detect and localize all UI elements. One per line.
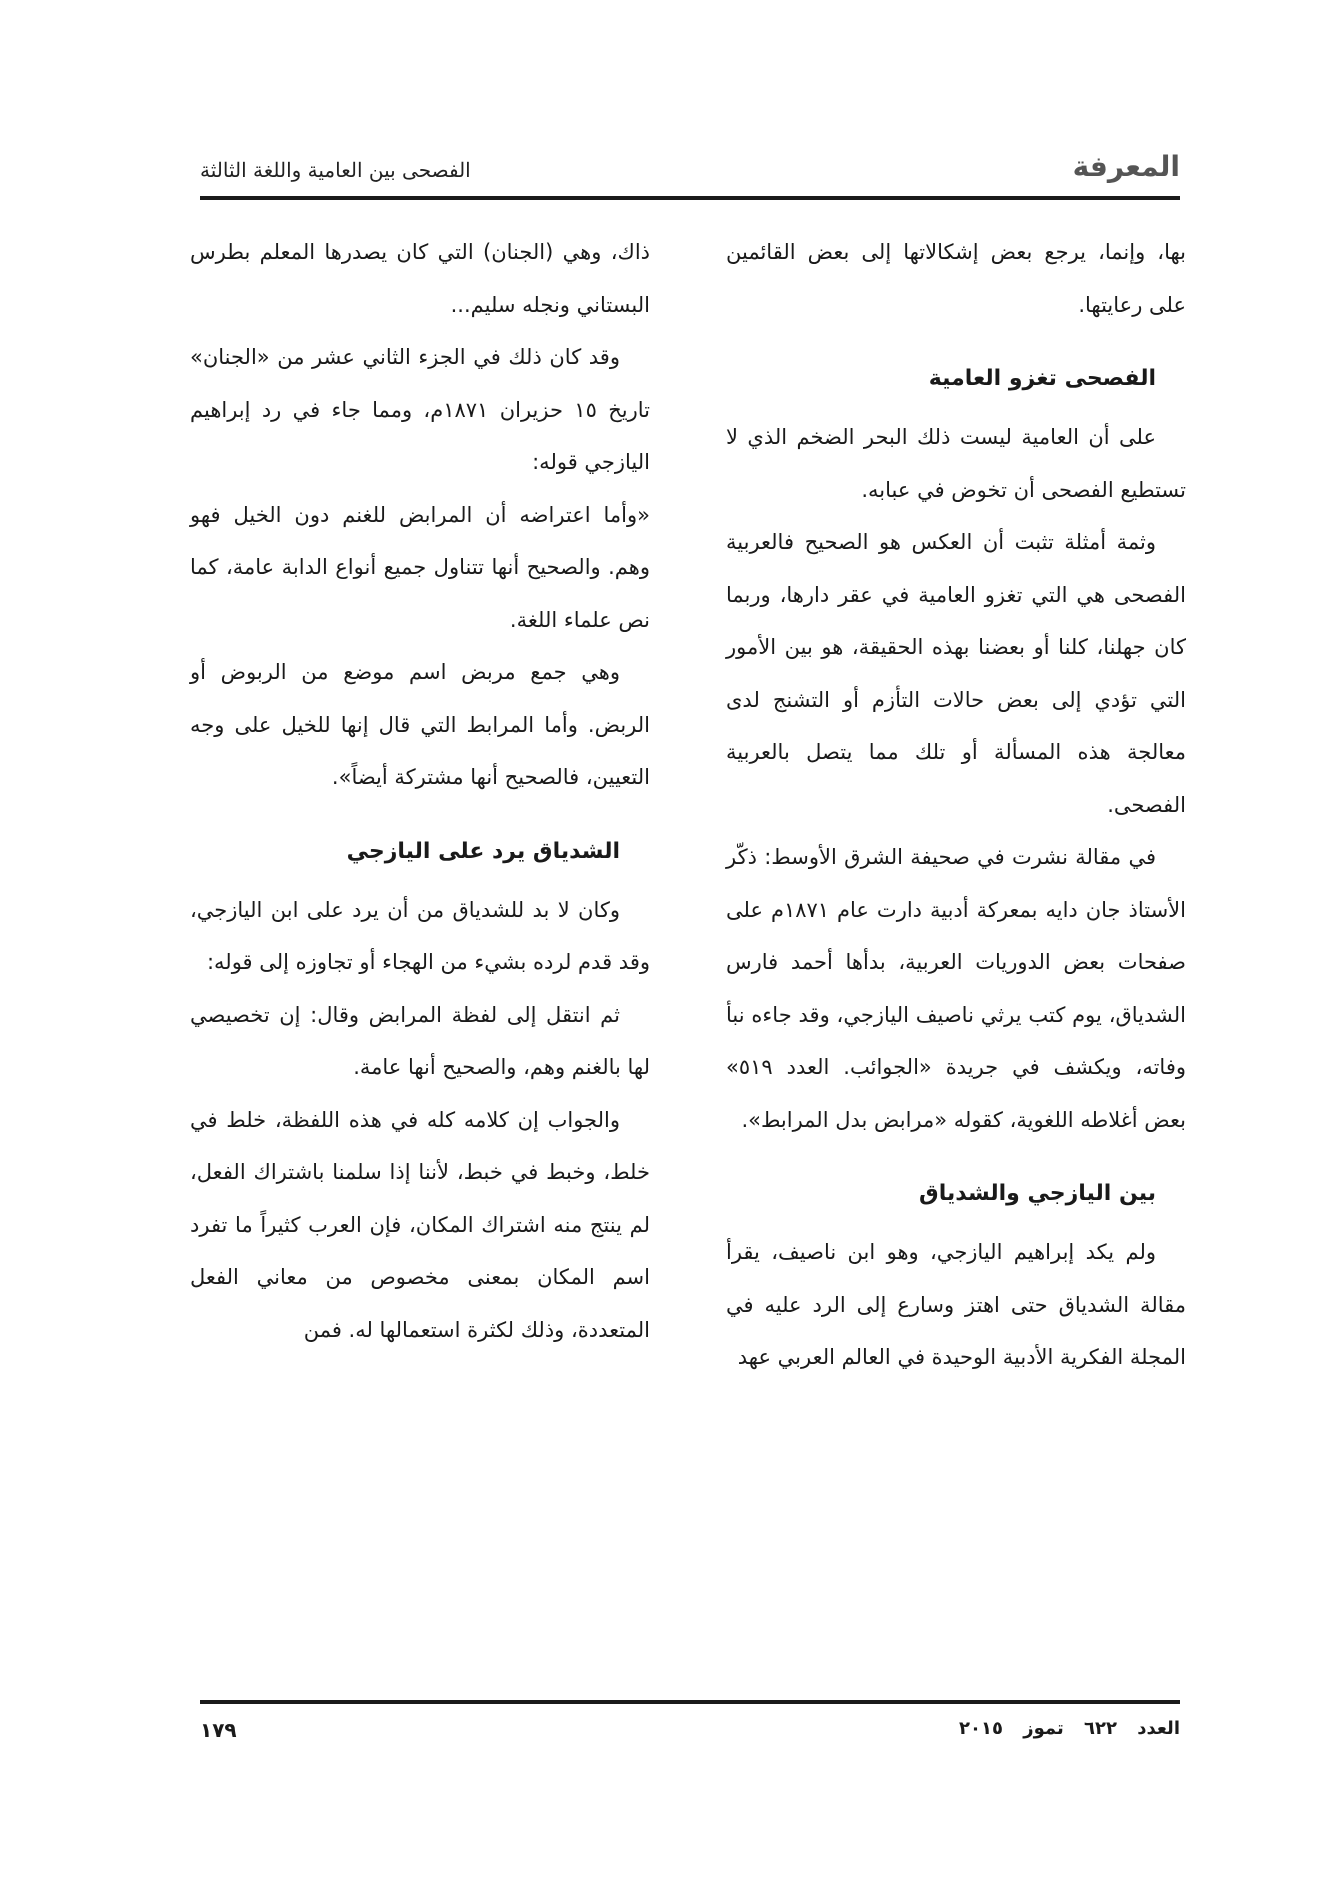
paragraph: ذاك، وهي (الجنان) التي كان يصدرها المعلم بطرس البستاني ونجله سليم...: [190, 240, 650, 317]
paragraph: ثم انتقل إلى لفظة المرابض وقال: إن تخصيصي لها بالغنم وهم، والصحيح أنها عامة.: [190, 1002, 650, 1079]
quote-paragraph: «وأما اعتراضه أن المرابض للغنم دون الخيل فهو وهم. والصحيح أنها تتناول جميع أنواع الدابة عامة، كما نص علماء اللغة.: [190, 502, 650, 632]
section-heading: الشدياق يرد على اليازجي: [346, 838, 620, 864]
section-heading: الفصحى تغزو العامية: [928, 366, 1156, 391]
page-number: ١٧٩: [200, 1718, 237, 1742]
paragraph: على أن العامية ليست ذلك البحر الضخم الذي لا تستطيع الفصحى أن تخوض في عبابه.: [726, 425, 1186, 502]
paragraph: وكان لا بد للشدياق من أن يرد على ابن اليازجي، وقد قدم لرده بشيء من الهجاء أو تجاوزه إلى قوله:: [190, 897, 650, 974]
quote-paragraph: وهي جمع مربض اسم موضع من الربوض أو الربض. وأما المرابط التي قال إنها للخيل على وجه التعيين، فالصحيح أنها مشتركة أيضاً».: [190, 660, 650, 789]
issue-label: العدد: [1137, 1718, 1180, 1739]
header-rule: [200, 196, 1180, 200]
paragraph: والجواب إن كلامه كله في هذه اللفظة، خلط في خلط، وخبط في خبط، لأننا إذا سلمنا باشتراك الفعل، لم ينتج منه اشتراك المكان، فإن العرب كثيراً ما تفرد اسم المكان بمعنى مخصوص من معاني الفعل المتعددة، وذلك لكثرة استعمالها له. فمن: [190, 1107, 650, 1342]
issue-info: [945, 1718, 1180, 1739]
paragraph: في مقالة نشرت في صحيفة الشرق الأوسط: ذكّر الأستاذ جان دايه بمعركة أدبية دارت عام ١٨٧١م على صفحات بعض الدوريات العربية، بدأها أحمد فارس الشدياق، يوم كتب يرثي ناصيف اليازجي، وقد جاءه نبأ وفاته، ويكشف في جريدة «الجوائب. العدد ٥١٩» بعض أغلاطه اللغوية، كقوله «مرابض بدل المرابط».: [726, 845, 1186, 1132]
page-footer: [200, 1718, 1180, 1758]
paragraph: بها، وإنما، يرجع بعض إشكالاتها إلى بعض القائمين على رعايتها.: [726, 240, 1186, 317]
footer-rule: [200, 1700, 1180, 1704]
page-header: [200, 150, 1180, 196]
paragraph: وقد كان ذلك في الجزء الثاني عشر من «الجنان» تاريخ ١٥ حزيران ١٨٧١م، ومما جاء في رد إبراهيم اليازجي قوله:: [190, 345, 650, 474]
left-column: [190, 226, 650, 1356]
magazine-logo: المعرفة: [1072, 150, 1180, 183]
issue-year: ٢٠١٥: [959, 1718, 1003, 1739]
right-column: [726, 226, 1186, 1384]
paragraph: ولم يكد إبراهيم اليازجي، وهو ابن ناصيف، يقرأ مقالة الشدياق حتى اهتز وسارع إلى الرد عليه في المجلة الفكرية الأدبية الوحيدة في العالم العربي عهد: [726, 1240, 1186, 1369]
section-heading: بين اليازجي والشدياق: [919, 1181, 1156, 1206]
issue-month: تموز: [1023, 1718, 1064, 1739]
issue-number: ٦٢٢: [1084, 1718, 1117, 1739]
running-title: الفصحى بين العامية واللغة الثالثة: [200, 158, 471, 182]
paragraph: وثمة أمثلة تثبت أن العكس هو الصحيح فالعربية الفصحى هي التي تغزو العامية في عقر دارها، وربما كان جهلنا، كلنا أو بعضنا بهذه الحقيقة، هو بين الأمور التي تؤدي إلى بعض حالات التأزم أو التشنج لدى معالجة هذه المسألة أو تلك مما يتصل بالعربية الفصحى.: [726, 530, 1186, 817]
